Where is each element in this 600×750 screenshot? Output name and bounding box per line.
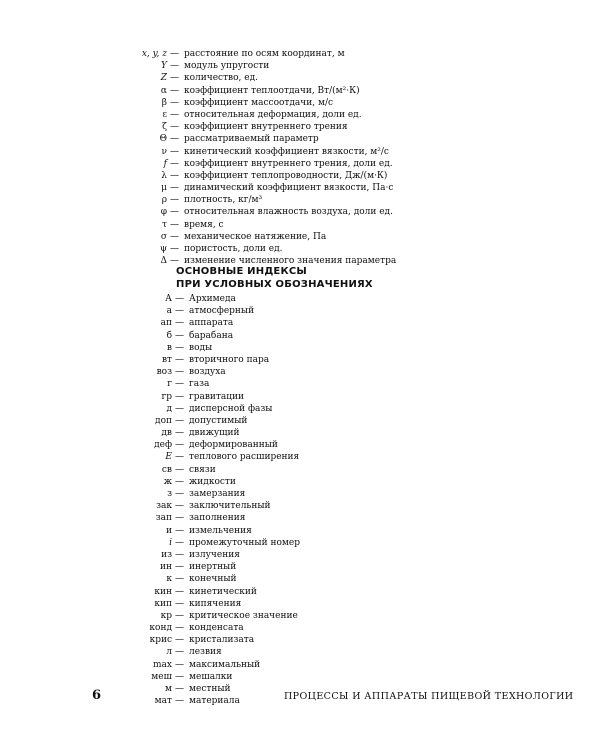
- symbol-dash: —: [170, 146, 179, 157]
- index-symbol: E: [165, 452, 172, 463]
- index-description: заполнения: [189, 513, 246, 524]
- symbol-symbol: x, y, z: [141, 49, 167, 59]
- index-dash: —: [175, 379, 184, 390]
- symbol-row: [0, 182, 600, 194]
- index-symbol: ж: [163, 476, 172, 487]
- symbol-description: рассматриваемый параметр: [184, 134, 319, 145]
- index-description: местный: [189, 684, 231, 694]
- index-description: излучения: [189, 549, 240, 560]
- index-description: барабана: [189, 330, 234, 341]
- symbol-description: коэффициент теплоотдачи, Вт/(м²·К): [184, 85, 360, 96]
- symbol-dash: —: [170, 231, 179, 242]
- symbol-row: [0, 170, 600, 182]
- index-description: мешалки: [189, 671, 233, 682]
- index-dash: —: [175, 428, 184, 439]
- symbol-description: коэффициент внутреннего трения, доли ед.: [184, 158, 393, 169]
- index-symbol: меш: [151, 671, 172, 682]
- index-row: [0, 549, 600, 561]
- index-dash: —: [175, 574, 184, 585]
- index-row: [0, 586, 600, 598]
- index-description: воздуха: [189, 367, 226, 378]
- symbol-row: [0, 194, 600, 206]
- index-dash: —: [175, 294, 184, 304]
- index-row: [0, 305, 600, 317]
- index-dash: —: [175, 367, 184, 378]
- index-dash: —: [175, 501, 184, 512]
- symbol-row: [0, 133, 600, 145]
- index-description: замерзания: [189, 489, 246, 499]
- index-symbol: дв: [161, 428, 172, 439]
- index-dash: —: [175, 671, 184, 682]
- symbol-symbol: ζ: [162, 122, 167, 133]
- index-row: [0, 622, 600, 634]
- index-row: [0, 610, 600, 622]
- index-row: [0, 427, 600, 439]
- symbol-dash: —: [170, 134, 179, 145]
- index-symbol: в: [166, 342, 172, 353]
- symbol-dash: —: [170, 109, 179, 120]
- index-row: [0, 330, 600, 342]
- symbol-description: коэффициент внутреннего трения: [184, 122, 348, 133]
- index-row: [0, 415, 600, 427]
- index-row: [0, 476, 600, 488]
- index-symbol: воз: [156, 367, 172, 378]
- symbol-dash: —: [170, 73, 179, 84]
- index-dash: —: [175, 354, 184, 365]
- index-dash: —: [175, 415, 184, 426]
- index-dash: —: [175, 489, 184, 499]
- index-row: [0, 439, 600, 451]
- index-dash: —: [175, 452, 184, 463]
- index-symbol: конд: [149, 623, 172, 634]
- index-description: конденсата: [189, 623, 244, 634]
- symbol-symbol: Y: [161, 61, 167, 72]
- symbol-dash: —: [170, 158, 179, 169]
- index-symbol: вт: [161, 354, 172, 365]
- symbol-description: модуль упругости: [184, 61, 270, 72]
- symbols-list: [0, 48, 600, 267]
- symbol-description: плотность, кг/м³: [184, 195, 263, 206]
- index-row: [0, 403, 600, 415]
- symbol-dash: —: [170, 183, 179, 194]
- symbol-symbol: τ: [162, 219, 167, 230]
- index-symbol: кин: [154, 586, 172, 597]
- index-dash: —: [175, 513, 184, 524]
- symbol-dash: —: [170, 97, 179, 108]
- index-description: кинетический: [189, 586, 257, 597]
- index-dash: —: [175, 684, 184, 694]
- index-symbol: деф: [154, 440, 172, 451]
- symbol-symbol: σ: [160, 231, 167, 242]
- index-row: [0, 500, 600, 512]
- symbol-symbol: ε: [162, 109, 167, 120]
- symbol-description: коэффициент теплопроводности, Дж/(м·К): [184, 170, 388, 181]
- index-description: максимальный: [189, 659, 261, 670]
- index-symbol: кип: [154, 598, 172, 609]
- index-dash: —: [175, 647, 184, 658]
- index-dash: —: [175, 330, 184, 341]
- symbol-dash: —: [170, 49, 179, 59]
- symbol-description: коэффициент массоотдачи, м/с: [184, 97, 334, 108]
- symbol-row: [0, 48, 600, 60]
- index-row: [0, 671, 600, 683]
- index-dash: —: [175, 476, 184, 487]
- symbol-dash: —: [170, 122, 179, 133]
- symbol-row: [0, 231, 600, 243]
- symbol-description: механическое натяжение, Па: [184, 231, 327, 242]
- index-row: [0, 561, 600, 573]
- symbol-symbol: α: [160, 85, 167, 96]
- index-row: [0, 451, 600, 463]
- index-description: лезвия: [189, 647, 222, 658]
- index-row: [0, 598, 600, 610]
- index-symbol: л: [166, 647, 172, 658]
- symbol-symbol: β: [161, 97, 167, 108]
- symbol-symbol: Δ: [160, 256, 167, 267]
- index-description: критическое значение: [189, 610, 298, 621]
- index-symbol: з: [167, 489, 172, 499]
- index-row: [0, 646, 600, 658]
- index-symbol: а: [166, 306, 172, 317]
- running-title: ПРОЦЕССЫ И АППАРАТЫ ПИЩЕВОЙ ТЕХНОЛОГИИ: [284, 691, 574, 702]
- index-symbol: зак: [156, 501, 172, 512]
- symbol-row: [0, 60, 600, 72]
- symbol-dash: —: [170, 244, 179, 254]
- index-dash: —: [175, 318, 184, 329]
- index-row: [0, 342, 600, 354]
- index-description: заключительный: [189, 501, 271, 512]
- index-row: [0, 317, 600, 329]
- index-symbol: д: [166, 403, 172, 414]
- index-row: [0, 293, 600, 305]
- index-description: вторичного пара: [189, 354, 270, 365]
- symbol-row: [0, 158, 600, 170]
- index-description: инертный: [189, 562, 237, 573]
- index-symbol: крис: [149, 635, 172, 646]
- indices-heading-line1: ОСНОВНЫЕ ИНДЕКСЫ: [176, 266, 307, 277]
- index-dash: —: [175, 696, 184, 707]
- index-row: [0, 573, 600, 585]
- index-dash: —: [175, 306, 184, 317]
- index-description: деформированный: [189, 440, 278, 451]
- index-dash: —: [175, 537, 184, 548]
- symbol-description: изменение численного значения параметра: [184, 256, 397, 267]
- page-number: 6: [92, 688, 102, 703]
- index-dash: —: [175, 342, 184, 353]
- index-dash: —: [175, 586, 184, 597]
- index-symbol: А: [165, 294, 172, 304]
- symbol-dash: —: [170, 170, 179, 181]
- index-dash: —: [175, 610, 184, 621]
- index-description: связи: [189, 464, 216, 475]
- index-description: промежуточный номер: [189, 537, 300, 548]
- symbol-description: время, с: [184, 219, 224, 230]
- index-row: [0, 537, 600, 549]
- symbol-description: относительная деформация, доли ед.: [184, 109, 362, 120]
- symbol-symbol: ρ: [161, 195, 167, 206]
- index-dash: —: [175, 623, 184, 634]
- index-row: [0, 512, 600, 524]
- symbol-row: [0, 243, 600, 255]
- index-description: дисперсной фазы: [189, 403, 273, 414]
- symbol-row: [0, 206, 600, 218]
- index-dash: —: [175, 659, 184, 670]
- index-symbol: м: [164, 684, 172, 694]
- index-symbol: ин: [160, 562, 172, 573]
- symbol-row: [0, 146, 600, 158]
- index-description: атмосферный: [189, 306, 255, 317]
- index-dash: —: [175, 562, 184, 573]
- symbol-dash: —: [170, 195, 179, 206]
- indices-heading: [176, 266, 373, 291]
- index-row: [0, 464, 600, 476]
- index-symbol: св: [161, 464, 172, 475]
- index-row: [0, 525, 600, 537]
- symbol-symbol: Θ: [159, 134, 167, 145]
- symbol-symbol: f: [163, 158, 167, 169]
- symbol-dash: —: [170, 219, 179, 230]
- symbol-description: кинетический коэффициент вязкости, м²/с: [184, 146, 389, 157]
- symbol-dash: —: [170, 256, 179, 267]
- symbol-dash: —: [170, 207, 179, 218]
- index-description: конечный: [189, 574, 237, 585]
- index-description: воды: [189, 342, 213, 353]
- index-description: аппарата: [189, 318, 234, 329]
- index-dash: —: [175, 635, 184, 646]
- indices-heading-line2: ПРИ УСЛОВНЫХ ОБОЗНАЧЕНИЯХ: [176, 278, 373, 290]
- index-description: кипячения: [189, 598, 242, 609]
- symbol-description: динамический коэффициент вязкости, Па·с: [184, 183, 394, 194]
- symbol-symbol: ψ: [159, 244, 167, 254]
- index-dash: —: [175, 464, 184, 475]
- symbol-dash: —: [170, 61, 179, 72]
- symbol-symbol: μ: [161, 183, 167, 194]
- index-symbol: гр: [161, 391, 172, 402]
- indices-list: [0, 293, 600, 707]
- index-row: [0, 634, 600, 646]
- index-symbol: из: [161, 549, 172, 560]
- index-row: [0, 366, 600, 378]
- index-description: теплового расширения: [189, 452, 300, 463]
- index-dash: —: [175, 391, 184, 402]
- index-symbol: и: [166, 525, 172, 536]
- index-symbol: б: [166, 330, 172, 341]
- index-dash: —: [175, 403, 184, 414]
- symbol-description: пористость, доли ед.: [184, 244, 283, 254]
- index-dash: —: [175, 549, 184, 560]
- index-row: [0, 354, 600, 366]
- symbol-symbol: φ: [160, 207, 167, 218]
- index-description: материала: [189, 696, 240, 707]
- symbol-row: [0, 121, 600, 133]
- index-row: [0, 659, 600, 671]
- symbol-dash: —: [170, 85, 179, 96]
- index-description: кристализата: [189, 635, 255, 646]
- symbol-symbol: Z: [160, 73, 167, 84]
- index-row: [0, 391, 600, 403]
- index-dash: —: [175, 598, 184, 609]
- index-dash: —: [175, 440, 184, 451]
- symbol-row: [0, 72, 600, 84]
- index-symbol: кр: [160, 610, 172, 621]
- symbol-description: расстояние по осям координат, м: [184, 49, 345, 59]
- symbol-row: [0, 97, 600, 109]
- index-description: движущий: [189, 428, 240, 439]
- index-row: [0, 488, 600, 500]
- index-symbol: зап: [155, 513, 172, 524]
- index-symbol: к: [166, 574, 172, 585]
- index-dash: —: [175, 525, 184, 536]
- symbol-row: [0, 219, 600, 231]
- index-row: [0, 378, 600, 390]
- index-description: гравитации: [189, 391, 245, 402]
- index-description: измельчения: [189, 525, 252, 536]
- index-description: Архимеда: [189, 294, 236, 304]
- symbol-row: [0, 85, 600, 97]
- index-symbol: ап: [160, 318, 172, 329]
- symbol-description: количество, ед.: [184, 73, 258, 84]
- index-symbol: г: [167, 379, 172, 390]
- index-description: жидкости: [189, 476, 236, 487]
- index-symbol: i: [169, 537, 172, 548]
- symbol-symbol: ν: [161, 146, 167, 157]
- index-symbol: max: [153, 659, 172, 670]
- index-symbol: мат: [154, 696, 172, 707]
- index-description: газа: [189, 379, 210, 390]
- index-symbol: доп: [155, 415, 172, 426]
- symbol-row: [0, 109, 600, 121]
- symbol-symbol: λ: [161, 170, 167, 181]
- index-description: допустимый: [189, 415, 248, 426]
- symbol-description: относительная влажность воздуха, доли ед.: [184, 207, 393, 218]
